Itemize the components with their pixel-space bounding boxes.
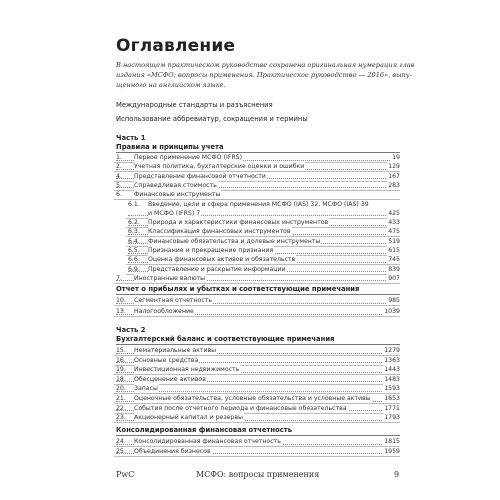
toc-entry-number: 6.6. bbox=[128, 256, 140, 264]
toc-entry-title: Акционерный капитал и резервы bbox=[134, 414, 243, 422]
toc-entry-number: 6.3. bbox=[128, 228, 140, 236]
row-separator bbox=[114, 316, 400, 317]
toc-entry-number: 6. bbox=[116, 191, 122, 199]
toc-entry-page: 745 bbox=[388, 256, 400, 264]
toc-entry-page: 433 bbox=[388, 219, 400, 227]
toc-entry[interactable] bbox=[116, 437, 400, 446]
toc-entry-page: 839 bbox=[388, 265, 400, 273]
row-separator bbox=[114, 283, 400, 284]
toc-entry-number: 24. bbox=[116, 438, 126, 445]
toc-entry[interactable] bbox=[116, 172, 400, 181]
toc-entry[interactable] bbox=[116, 356, 400, 365]
toc-entry-title: Признание и прекращение признания bbox=[148, 247, 274, 254]
toc-entry-title: Финансовые обязательства и долевые инструменты bbox=[148, 237, 321, 245]
page-title: Оглавление bbox=[116, 36, 236, 56]
toc-entry[interactable] bbox=[116, 404, 400, 413]
income-statement-title: Отчет о прибылях и убытках и соответствующие примечания bbox=[116, 285, 360, 293]
toc-entry-title: Представление финансовой отчетности bbox=[134, 172, 266, 180]
row-separator bbox=[114, 422, 400, 423]
footer-page-number: 9 bbox=[394, 470, 400, 479]
toc-entry-page: 1363 bbox=[384, 356, 400, 364]
intro-line: В настоящем практическом руководстве сохранена оригинальная нумерация глав bbox=[116, 61, 415, 69]
toc-entry[interactable] bbox=[116, 181, 400, 190]
toc-entry-number: 21. bbox=[116, 395, 126, 402]
divider bbox=[116, 294, 400, 295]
toc-entry[interactable] bbox=[116, 447, 400, 456]
toc-entry[interactable] bbox=[128, 255, 400, 264]
toc-entry[interactable] bbox=[128, 218, 400, 227]
toc-entry-page: 19 bbox=[392, 154, 400, 161]
toc-entry-page: 475 bbox=[388, 228, 400, 236]
toc-entry[interactable] bbox=[116, 153, 400, 162]
toc-entry-title: Классификация финансовых инструментов bbox=[148, 228, 291, 236]
toc-entry-title: Учетная политика, бухгалтерские оценки и ошибки bbox=[134, 163, 305, 171]
toc-entry-number: 2. bbox=[116, 163, 122, 171]
toc-entry-page: 907 bbox=[388, 274, 400, 282]
intro-line: издания «МСФО: вопросы применения. Практическое руководство — 2016», выпу- bbox=[116, 71, 412, 79]
consolidation-title: Консолидированная финансовая отчетность bbox=[116, 426, 293, 434]
toc-entry-number: 6.4. bbox=[128, 237, 140, 245]
toc-entry-title: Налогообложение bbox=[134, 308, 194, 315]
intro-line: щенного на английском языке. bbox=[116, 81, 226, 89]
toc-entry-number: 7. bbox=[116, 274, 122, 282]
toc-entry-title: Иностранные валюты bbox=[134, 274, 206, 282]
toc-entry-title: Представление и раскрытие информации bbox=[148, 265, 286, 273]
footer-book-title: МСФО: вопросы применения bbox=[196, 470, 320, 479]
toc-entry-title: События после отчетного периода и финансовые обязательства bbox=[134, 404, 347, 412]
toc-entry-page: 615 bbox=[388, 247, 400, 254]
toc-entry[interactable] bbox=[128, 237, 400, 246]
toc-entry-page: 985 bbox=[388, 297, 400, 304]
part1-title: Правила и принципы учета bbox=[116, 143, 224, 151]
toc-entry-page: 1443 bbox=[384, 366, 400, 374]
toc-entry-title: Справедливая стоимость bbox=[134, 181, 217, 189]
toc-entry[interactable] bbox=[116, 394, 400, 403]
toc-entry-title-cont: и МСФО (IFRS) 7 bbox=[148, 209, 201, 217]
toc-entry-page: 167 bbox=[388, 172, 400, 180]
toc-entry-number: 6.1. bbox=[128, 200, 140, 208]
toc-entry-title: Объединения бизнесов bbox=[134, 447, 211, 455]
toc-entry-title: Финансовые инструменты bbox=[134, 191, 221, 199]
toc-entry-title: Запасы bbox=[134, 385, 158, 393]
toc-entry-page: 1815 bbox=[384, 438, 400, 445]
toc-entry[interactable] bbox=[116, 384, 400, 393]
row-separator bbox=[114, 456, 400, 457]
part2-title: Бухгалтерский баланс и соответствующие примечания bbox=[116, 335, 335, 343]
toc-entry[interactable] bbox=[128, 227, 400, 236]
part1-label: Часть 1 bbox=[116, 134, 146, 142]
row-separator bbox=[114, 305, 400, 306]
toc-entry[interactable] bbox=[116, 274, 400, 283]
toc-entry-page: 1593 bbox=[384, 385, 400, 393]
toc-entry-number: 19. bbox=[116, 366, 126, 374]
toc-entry-number: 18. bbox=[116, 375, 126, 383]
intro-note bbox=[116, 60, 415, 90]
toc-entry[interactable] bbox=[116, 296, 400, 305]
toc-entry[interactable] bbox=[128, 200, 400, 218]
toc-entry[interactable] bbox=[128, 246, 400, 255]
toc-entry-page: 283 bbox=[388, 181, 400, 189]
toc-entry-number: 15. bbox=[116, 347, 126, 354]
toc-entry-number: 22. bbox=[116, 404, 126, 412]
toc-entry-page: 1483 bbox=[384, 375, 400, 383]
toc-entry-page: 1279 bbox=[384, 347, 400, 354]
toc-entry-title: Оценочные обязательства, условные обязательства и условные активы bbox=[134, 395, 371, 402]
toc-entry-title: Нематериальные активы bbox=[134, 347, 217, 354]
toc-entry[interactable] bbox=[116, 413, 400, 422]
toc-entry-title: Инвестиционная недвижимость bbox=[134, 366, 240, 374]
section-abbreviations[interactable]: Использование аббревиатур, сокращения и термины bbox=[116, 115, 308, 123]
toc-entry-number: 4. bbox=[116, 172, 122, 180]
toc-entry-number: 6.2. bbox=[128, 219, 140, 227]
toc-entry-title: Сегментная отчетность bbox=[134, 297, 212, 304]
toc-entry-page: 1039 bbox=[384, 308, 400, 315]
toc-entry[interactable] bbox=[116, 375, 400, 384]
toc-entry-title: Введение, цели и сфера применения МСФО (IAS) 32, МСФО (IAS) 39 bbox=[148, 200, 369, 208]
toc-entry-number: 5. bbox=[116, 181, 122, 189]
toc-entry-number: 6.9. bbox=[128, 265, 140, 273]
toc-entry-number: 1. bbox=[116, 154, 122, 161]
toc-entry-number: 13. bbox=[116, 308, 126, 315]
footer-brand: PwC bbox=[116, 470, 135, 479]
toc-entry[interactable] bbox=[116, 307, 400, 316]
toc-entry-page: 425 bbox=[388, 209, 400, 217]
toc-entry[interactable] bbox=[116, 365, 400, 374]
toc-entry-title: Первое применение МСФО (IFRS) bbox=[134, 154, 243, 161]
toc-entry[interactable] bbox=[116, 346, 400, 355]
toc-entry-number: 6.5. bbox=[128, 247, 140, 254]
toc-entry-page: 129 bbox=[388, 163, 400, 171]
toc-entry-number: 10. bbox=[116, 297, 126, 304]
toc-entry-number: 25. bbox=[116, 447, 126, 455]
toc-entry[interactable] bbox=[116, 162, 400, 171]
toc-entry-title: Обесценение активов bbox=[134, 375, 206, 383]
toc-entry-number: 23. bbox=[116, 414, 126, 422]
toc-entry[interactable] bbox=[116, 190, 400, 199]
divider bbox=[116, 435, 400, 436]
toc-entry-page: 1959 bbox=[384, 447, 400, 455]
toc-entry-title: Природа и характеристики финансовых инструментов bbox=[148, 219, 329, 227]
toc-entry-title: Консолидированная финансовая отчетность bbox=[134, 438, 281, 445]
toc-entry-title: Основные средства bbox=[134, 356, 199, 364]
divider bbox=[116, 344, 400, 345]
toc-entry[interactable] bbox=[128, 265, 400, 274]
toc-entry-page: 1793 bbox=[384, 414, 400, 422]
toc-entry-number: 16. bbox=[116, 356, 126, 364]
toc-entry-title: Оценка финансовых активов и обязательств bbox=[148, 256, 296, 264]
part2-label: Часть 2 bbox=[116, 326, 146, 334]
section-intl-standards[interactable]: Международные стандарты и разъяснения bbox=[116, 101, 273, 109]
toc-entry-page: 1653 bbox=[384, 395, 400, 402]
toc-entry-page: 519 bbox=[388, 237, 400, 245]
toc-entry-page: 1771 bbox=[384, 404, 400, 412]
toc-entry-number: 20. bbox=[116, 385, 126, 393]
